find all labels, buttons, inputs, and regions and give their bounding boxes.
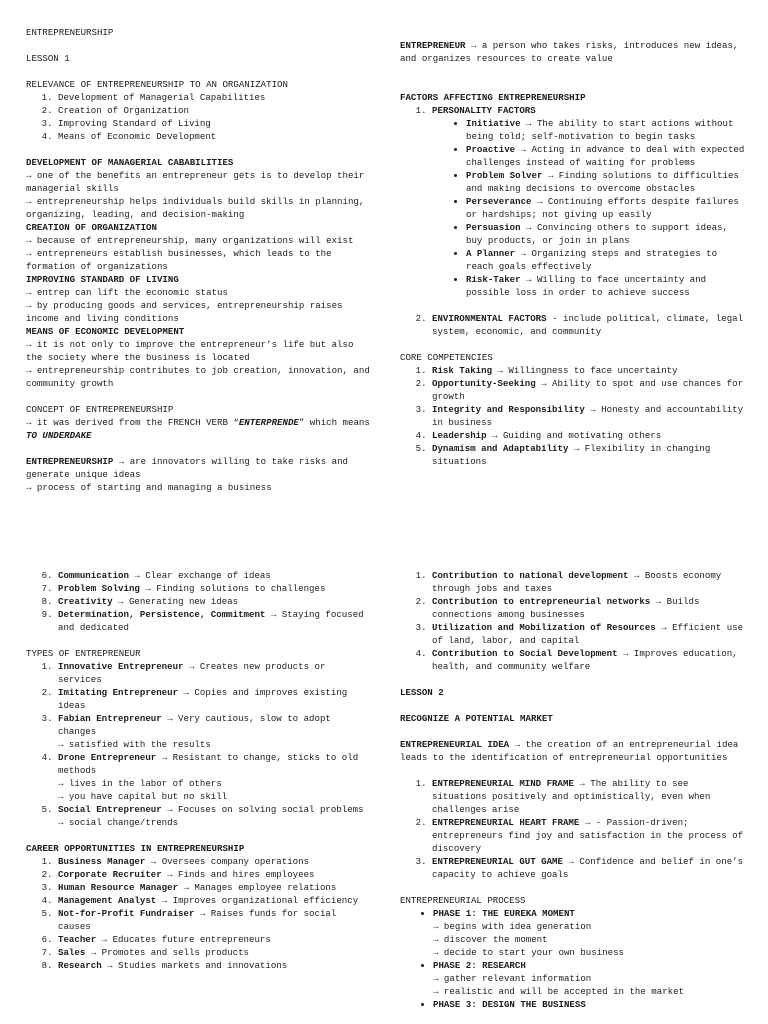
list-item: 3. Integrity and Responsibility → Honesty and accountability in business xyxy=(432,403,745,429)
list-item: • Initiative → The ability to start actions without being told; self-motivation to begin tasks xyxy=(466,117,745,143)
list-item: 2. Opportunity-Seeking → Ability to spot and use chances for growth xyxy=(432,377,745,403)
relevance-heading: RELEVANCE OF ENTREPRENEURSHIP TO AN ORGANIZATION xyxy=(26,79,288,90)
living-heading: IMPROVING STANDARD OF LIVING xyxy=(26,274,179,285)
sub-line: → you have capital but no skill xyxy=(58,791,228,802)
list-item: 6. Teacher → Educates future entrepreneurs xyxy=(58,933,371,946)
list-item: • Risk-Taker → Willing to face uncertainty and possible loss in order to achieve success xyxy=(466,273,745,299)
list-item: 2. ENVIRONMENTAL FACTORS - include political, climate, legal system, economic, and community xyxy=(432,312,745,338)
sub-line: → discover the moment xyxy=(433,934,548,945)
core-heading: CORE COMPETENCIES xyxy=(400,352,493,363)
list-item: 4. Means of Economic Development xyxy=(58,130,371,143)
process-list xyxy=(400,907,745,1011)
frames-list xyxy=(400,777,745,881)
list-item: 3. Utilization and Mobilization of Resources → Efficient use of land, labor, and capital xyxy=(432,621,745,647)
factors-list-2 xyxy=(400,312,745,338)
careers-heading: CAREER OPPORTUNITIES IN ENTREPRENEURSHIP xyxy=(26,843,245,854)
lesson-2-heading: LESSON 2 xyxy=(400,687,444,698)
types-list xyxy=(26,660,371,829)
list-item: • PHASE 1: THE EUREKA MOMENT → begins with idea generation → discover the moment → decide to start your own business xyxy=(433,907,745,959)
list-item: 7. Problem Solving → Finding solutions to challenges xyxy=(58,582,371,595)
body-line: → entrepreneurship helps individuals build skills in planning, organizing, leading, and decision-making xyxy=(26,196,365,220)
list-item: 3. Human Resource Manager → Manages employee relations xyxy=(58,881,371,894)
list-item: • Persuasion → Convincing others to support ideas, buy products, or join in plans xyxy=(466,221,745,247)
list-item: 4. Management Analyst → Improves organizational efficiency xyxy=(58,894,371,907)
sub-line: → satisfied with the results xyxy=(58,739,211,750)
personality-list xyxy=(400,117,745,299)
list-item: • Problem Solver → Finding solutions to difficulties and making decisions to overcome obstacles xyxy=(466,169,745,195)
careers-list xyxy=(26,855,371,972)
list-item: 5. Dynamism and Adaptability → Flexibility in changing situations xyxy=(432,442,745,468)
column-bottom-right xyxy=(400,569,745,1011)
list-item: 3. Improving Standard of Living xyxy=(58,117,371,130)
body-line: → entrepreneurs establish businesses, which leads to the formation of organizations xyxy=(26,248,332,272)
list-item: 8. Creativity → Generating new ideas xyxy=(58,595,371,608)
idea-definition: ENTREPRENEURIAL IDEA → the creation of an entrepreneurial idea leads to the identification of entrepreneurial opportunities xyxy=(400,739,739,763)
list-item: 1. ENTREPRENEURIAL MIND FRAME → The ability to see situations positively and optimistically, even when challenges arise xyxy=(432,777,745,816)
list-item: 1. Development of Managerial Capabilities xyxy=(58,91,371,104)
factors-list xyxy=(400,104,745,117)
list-item: 2. Creation of Organization xyxy=(58,104,371,117)
list-item: 4. Leadership → Guiding and motivating others xyxy=(432,429,745,442)
factors-heading: FACTORS AFFECTING ENTREPRENEURSHIP xyxy=(400,92,586,103)
body-line: → one of the benefits an entrepreneur gets is to develop their managerial skills xyxy=(26,170,365,194)
list-item: 1. PERSONALITY FACTORS xyxy=(432,104,745,117)
body-line: → entrepreneurship contributes to job creation, innovation, and community growth xyxy=(26,365,370,389)
list-item: 3. Fabian Entrepreneur → Very cautious, slow to adopt changes → satisfied with the results xyxy=(58,712,371,751)
list-item: 1. Risk Taking → Willingness to face uncertainty xyxy=(432,364,745,377)
list-item: • PHASE 3: DESIGN THE BUSINESS xyxy=(433,998,745,1011)
column-bottom-left xyxy=(26,569,371,972)
core-list xyxy=(400,364,745,468)
list-item: 4. Contribution to Social Development → Improves education, health, and community welfare xyxy=(432,647,745,673)
body-line: → it is not only to improve the entrepreneur’s life but also the society where the business is located xyxy=(26,339,354,363)
relevance-list xyxy=(26,91,371,143)
list-item: • Perseverance → Continuing efforts despite failures or hardships; not giving up easily xyxy=(466,195,745,221)
entrepreneur-definition: ENTREPRENEUR → a person who takes risks, introduces new ideas, and organizes resources to create value xyxy=(400,40,739,64)
list-item: • Proactive → Acting in advance to deal with expected challenges instead of waiting for problems xyxy=(466,143,745,169)
sub-line: → social change/trends xyxy=(58,817,179,828)
list-item: 3. ENTREPRENEURIAL GUT GAME → Confidence and belief in one’s capacity to achieve goals xyxy=(432,855,745,881)
body-line: → because of entrepreneurship, many organizations will exist xyxy=(26,235,354,246)
dev-managerial-heading: DEVELOPMENT OF MANAGERIAL CABABILITIES xyxy=(26,157,234,168)
list-item: 4. Drone Entrepreneur → Resistant to change, sticks to old methods → lives in the labor of others → you have capital but no skill xyxy=(58,751,371,803)
concept-heading: CONCEPT OF ENTREPRENEURSHIP xyxy=(26,404,174,415)
list-item: 2. Contribution to entrepreneurial networks → Builds connections among businesses xyxy=(432,595,745,621)
list-item: 1. Business Manager → Oversees company operations xyxy=(58,855,371,868)
list-item: 8. Research → Studies markets and innovations xyxy=(58,959,371,972)
list-item: • PHASE 2: RESEARCH → gather relevant information → realistic and will be accepted in the market xyxy=(433,959,745,998)
list-item: 7. Sales → Promotes and sells products xyxy=(58,946,371,959)
list-item: 5. Not-for-Profit Fundraiser → Raises funds for social causes xyxy=(58,907,371,933)
list-item: 2. ENTREPRENEURIAL HEART FRAME → - Passion-driven; entrepreneurs find joy and satisfaction in the process of discovery xyxy=(432,816,745,855)
body-line: → by producing goods and services, entrepreneurship raises income and living conditions xyxy=(26,300,343,324)
creation-heading: CREATION OF ORGANIZATION xyxy=(26,222,157,233)
body-line: → process of starting and managing a business xyxy=(26,482,272,493)
list-item: 5. Social Entrepreneur → Focuses on solving social problems → social change/trends xyxy=(58,803,371,829)
lesson-1-heading: LESSON 1 xyxy=(26,53,70,64)
sub-line: → realistic and will be accepted in the market xyxy=(433,986,685,997)
column-top-right xyxy=(400,39,745,468)
contributions-list xyxy=(400,569,745,673)
list-item: 2. Imitating Entrepreneur → Copies and improves existing ideas xyxy=(58,686,371,712)
sub-line: → gather relevant information xyxy=(433,973,592,984)
sub-line: → begins with idea generation xyxy=(433,921,592,932)
list-item: 1. Innovative Entrepreneur → Creates new products or services xyxy=(58,660,371,686)
core-list-continued xyxy=(26,569,371,634)
list-item: 2. Corporate Recruiter → Finds and hires employees xyxy=(58,868,371,881)
body-line: → entrep can lift the economic status xyxy=(26,287,228,298)
list-item: 9. Determination, Persistence, Commitment → Staying focused and dedicated xyxy=(58,608,371,634)
types-heading: TYPES OF ENTREPRENEUR xyxy=(26,648,141,659)
sub-line: → lives in the labor of others xyxy=(58,778,222,789)
means-heading: MEANS OF ECONOMIC DEVELOPMENT xyxy=(26,326,185,337)
list-item: • A Planner → Organizing steps and strategies to reach goals effectively xyxy=(466,247,745,273)
concept-line: → it was derived from the FRENCH VERB “ENTERPRENDE” which means TO UNDERDAKE xyxy=(26,417,370,441)
list-item: 6. Communication → Clear exchange of ideas xyxy=(58,569,371,582)
entrepreneurship-definition: ENTREPRENEURSHIP → are innovators willing to take risks and generate unique ideas xyxy=(26,456,348,480)
list-item: 1. Contribution to national development → Boosts economy through jobs and taxes xyxy=(432,569,745,595)
column-top-left xyxy=(26,26,371,494)
doc-title: ENTREPRENEURSHIP xyxy=(26,27,114,38)
sub-line: → decide to start your own business xyxy=(433,947,624,958)
process-heading: ENTREPRENEURIAL PROCESS xyxy=(400,895,526,906)
market-heading: RECOGNIZE A POTENTIAL MARKET xyxy=(400,713,553,724)
